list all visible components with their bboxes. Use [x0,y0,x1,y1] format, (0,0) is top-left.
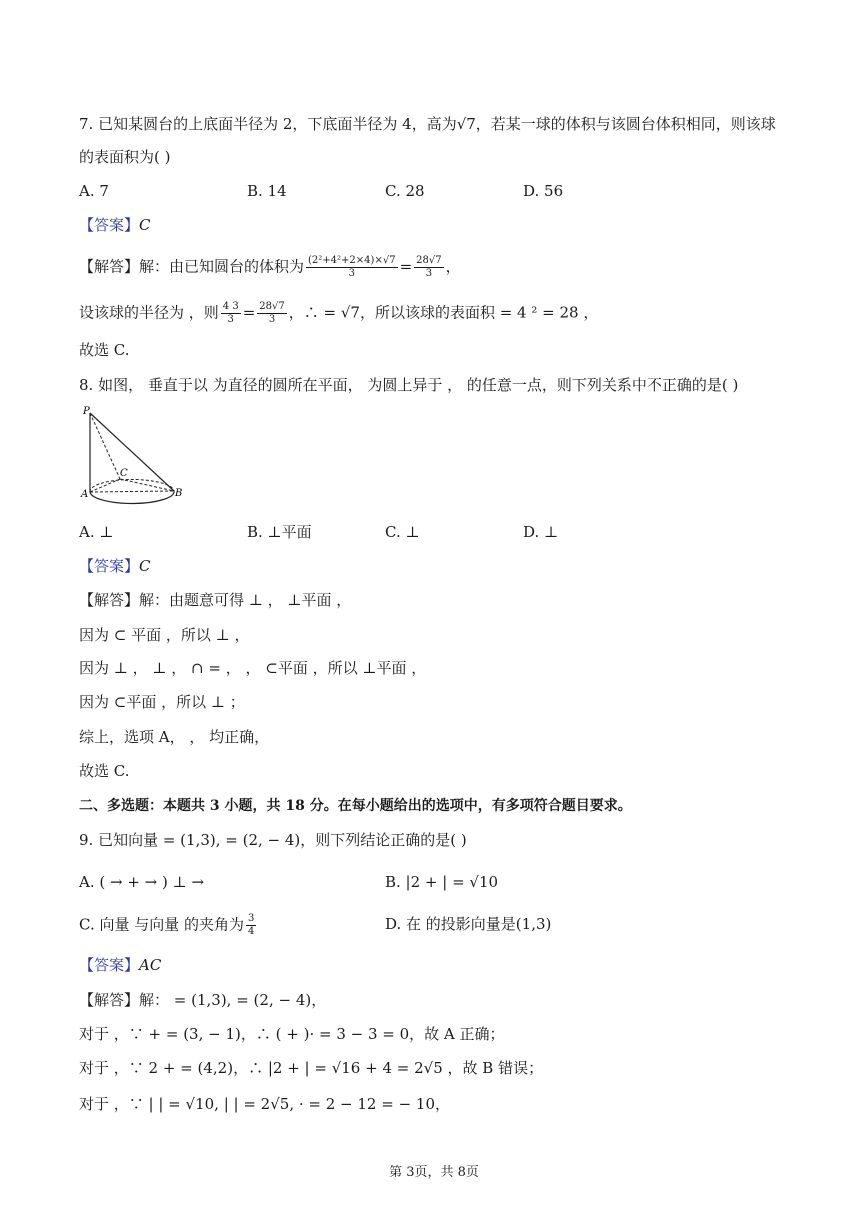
fraction-numerator: 3 [248,913,255,924]
q7-option-b: B. 14 [247,182,287,200]
q7-option-a: A. 7 [79,182,109,200]
q9-option-d: D. 在 的投影向量是(1,3) [385,915,552,933]
section-heading: 二、多选题：本题共 3 小题，共 18 分。在每小题给出的选项中，有多项符合题目要求。 [79,798,632,814]
label-p: P [83,406,90,417]
fraction-numerator: 4 3 [222,301,239,312]
q9-solution-line2: 对于 ，∵ + = (3, − 1)，∴ ( + )· = 3 − 3 = 0，故 A 正确； [79,1025,505,1043]
fraction [414,255,443,280]
q7-conclusion: 故选 C. [79,341,130,359]
fraction-denominator: 3 [227,314,234,325]
label-b: B [175,488,183,499]
q9-solution-line1 [79,990,326,1010]
q7-answer [79,215,151,235]
q9-option-a: A. ( → + → ) ⊥ → [79,873,205,891]
q7-solution-line1 [79,255,461,280]
fraction-numerator: (2²+4²+2×4)×√7 [308,255,396,266]
solution-tag: 【解答】 [79,991,140,1009]
q8-option-c: C. ⊥ [385,523,420,541]
q7-stem-line1: 7. 已知某圆台的上底面半径为 2，下底面半径为 4，高为√7，若某一球的体积与该圆台体积相同，则该球 [79,115,776,133]
fraction-denominator: 3 [348,268,355,279]
q7-option-d: D. 56 [523,182,564,200]
fraction [246,913,256,938]
q7-solution-line2 [79,301,598,326]
q8-geometry-figure [78,403,190,509]
segment-ab [90,491,174,492]
segment-pc [90,413,120,479]
page-footer: 第 3页，共 8页 [389,1165,479,1180]
option-text: C. 向量 与向量 的夹角为 [79,915,245,934]
q8-stem: 8. 如图， 垂直于以 为直径的圆所在平面， 为圆上异于 ， 的任意一点，则下列关系中不正确的是( ) [79,376,739,394]
answer-tag: 【答案】 [79,557,140,575]
q8-option-a: A. ⊥ [79,523,114,541]
q8-option-b: B. ⊥平面 [247,523,312,541]
solution-text: 解： = (1,3), = (2, − 4)， [139,991,327,1009]
solution-text: 解：由题意可得 ⊥ ， ⊥平面 ， [139,591,352,609]
answer-value: C [139,557,151,575]
fraction-denominator: 3 [425,268,433,279]
q8-solution-line3: 因为 ⊥ ， ⊥ ， ∩ = ， ， ⊂平面 ，所以 ⊥平面 ， [79,659,427,677]
q9-solution-line4: 对于 ，∵ | | = √10, | | = 2√5, · = 2 − 12 = − 10， [79,1095,450,1113]
solution-tag: 【解答】 [79,591,140,609]
segment-ac [90,479,120,492]
q8-answer [79,556,151,576]
fraction-denominator: 3 [268,314,276,325]
answer-tag: 【答案】 [79,216,140,234]
q8-option-d: D. ⊥ [523,523,559,541]
fraction [306,255,398,280]
q8-solution-line2: 因为 ⊂ 平面 ，所以 ⊥ ， [79,626,250,644]
fraction [221,301,241,326]
label-c: C [120,468,128,479]
q9-stem: 9. 已知向量 = (1,3), = (2, − 4)，则下列结论正确的是( ) [79,831,467,849]
fraction-numerator: 28√7 [259,301,285,312]
segment-cb [120,479,174,491]
fraction [257,301,286,326]
q8-solution-line4: 因为 ⊂平面 ，所以 ⊥ ； [79,693,245,711]
q7-stem-line2: 的表面积为( ) [79,148,171,166]
solution-tag: 【解答】 [79,257,140,276]
circle-front-arc [90,491,174,504]
equals-sign: = [242,303,256,322]
solution-text: ，∴ = √7，所以该球的表面积 = 4 ² = 28 ， [288,303,599,322]
q9-solution-line3: 对于 ，∵ 2 + = (4,2)，∴ |2 + | = √16 + 4 = 2√5 ，故 B 错误； [79,1059,544,1077]
q9-answer [79,955,161,975]
q8-solution-line1 [79,590,351,610]
equals-sign: = [399,257,413,276]
q7-option-c: C. 28 [385,182,425,200]
answer-value: C [139,216,151,234]
answer-value: AC [139,956,162,974]
q8-conclusion: 故选 C. [79,762,130,780]
fraction-denominator: 4 [248,926,255,937]
solution-text: 解：由已知圆台的体积为 [139,257,305,276]
q9-option-c [79,913,258,938]
solution-text: 设该球的半径为 ，则 [79,303,219,322]
answer-tag: 【答案】 [79,956,140,974]
q9-option-b: B. |2 + | = √10 [385,873,499,891]
solution-text: ， [445,257,461,276]
q8-solution-line5: 综上，选项 A， ， 均正确， [79,728,270,746]
label-a: A [81,489,89,500]
fraction-numerator: 28√7 [416,255,442,266]
